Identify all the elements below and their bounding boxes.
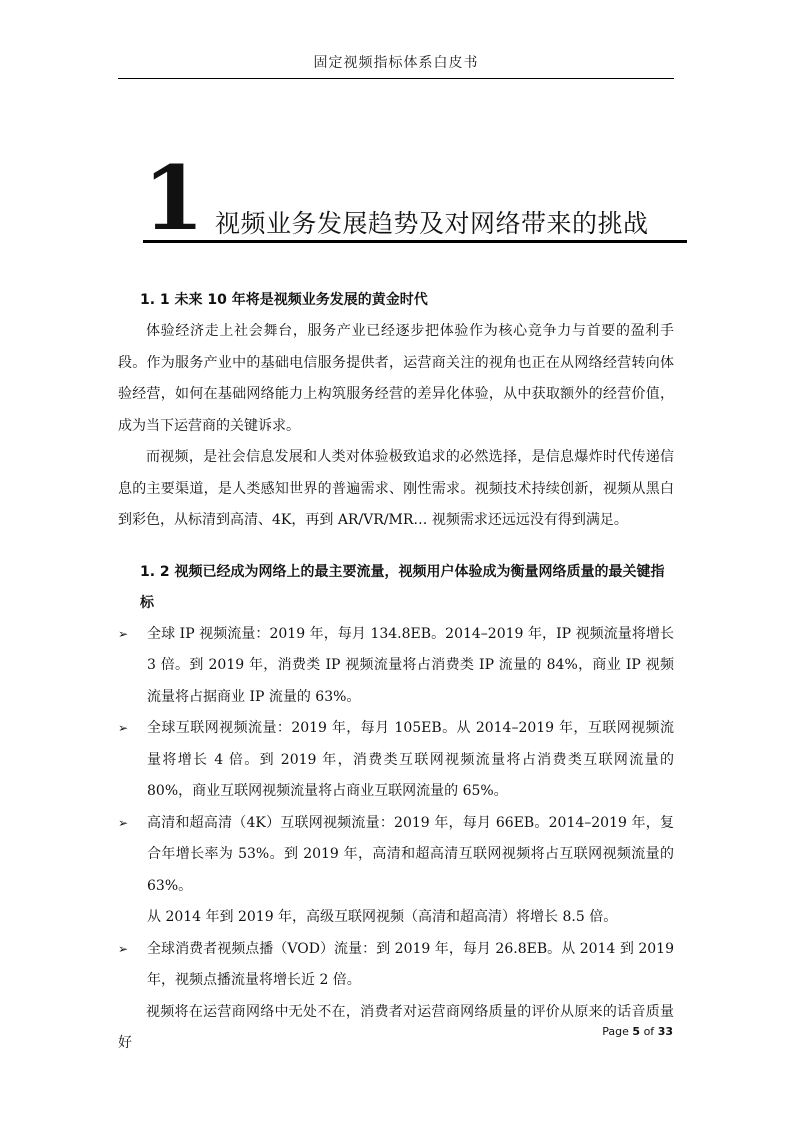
- chapter-title: 视频业务发展趋势及对网络带来的挑战: [215, 209, 649, 238]
- chapter-underline: [143, 240, 687, 243]
- list-item-text: 全球消费者视频点播（VOD）流量：到 2019 年，每月 26.8EB。从 2014 到 2019 年，视频点播流量将增长近 2 倍。: [147, 940, 674, 988]
- page-header-title: 固定视频指标体系白皮书: [313, 55, 479, 71]
- arrow-bullet-icon: ➢: [118, 815, 129, 830]
- paragraph: 而视频，是社会信息发展和人类对体验极致追求的必然选择，是信息爆炸时代传递信息的主要渠道，是人类感知世界的普遍需求、刚性需求。视频技术持续创新，视频从黑白到彩色，从标清到高清、4K，再到 AR/VR/MR… 视频需求还远远没有得到满足。: [118, 449, 674, 528]
- section-heading-1-2: 1. 2 视频已经成为网络上的最主要流量，视频用户体验成为衡量网络质量的最关键指标: [140, 563, 665, 611]
- page-number: [602, 1025, 673, 1038]
- list-item: [118, 713, 674, 808]
- paragraph: 视频将在运营商网络中无处不在，消费者对运营商网络质量的评价从原来的话音质量好: [118, 1003, 674, 1051]
- list-item-text: 全球 IP 视频流量：2019 年，每月 134.8EB。2014–2019 年，IP 视频流量将增长 3 倍。到 2019 年，消费类 IP 视频流量将占消费类 IP 流量的 84%，商业 IP 视频流量将占据商业 IP 流量的 63%。: [147, 625, 674, 705]
- paragraph: 体验经济走上社会舞台，服务产业已经逐步把体验作为核心竞争力与首要的盈利手段。作为服务产业中的基础电信服务提供者，运营商关注的视角也正在从网络经营转向体验经营，如何在基础网络能力上构筑服务经营的差异化体验，从中获取额外的经营价值，成为当下运营商的关键诉求。: [118, 323, 674, 434]
- arrow-bullet-icon: ➢: [118, 626, 129, 641]
- header-divider: [118, 78, 674, 79]
- chapter-number: 1: [143, 146, 205, 250]
- page-content: [118, 285, 674, 1060]
- current-page: 5: [632, 1025, 641, 1038]
- list-item: [118, 934, 674, 997]
- list-item-continuation: 从 2014 年到 2019 年，高级互联网视频（高清和超高清）将增长 8.5 倍。: [147, 909, 618, 925]
- of-word: of: [643, 1025, 655, 1038]
- chapter-heading: [143, 146, 687, 250]
- section-heading-1-1: 1. 1 未来 10 年将是视频业务发展的黄金时代: [140, 292, 428, 308]
- arrow-bullet-icon: ➢: [118, 721, 129, 735]
- arrow-bullet-icon: ➢: [118, 941, 129, 956]
- list-item-text: 全球互联网视频流量：2019 年，每月 105EB。从 2014–2019 年，互联网视频流量将增长 4 倍。到 2019 年，消费类互联网视频流量将占消费类互联网流量的 80%，商业互联网视频流量将占商业互联网流量的 65%。: [147, 720, 674, 799]
- list-item-text: 高清和超高清（4K）互联网视频流量：2019 年，每月 66EB。2014–2019 年，复合年增长率为 53%。到 2019 年，高清和超高清互联网视频将占互联网视频流量的 63%。: [147, 814, 674, 894]
- page-word: Page: [602, 1025, 629, 1038]
- list-item: [118, 619, 674, 714]
- list-item: [118, 808, 674, 903]
- total-pages: 33: [657, 1025, 673, 1038]
